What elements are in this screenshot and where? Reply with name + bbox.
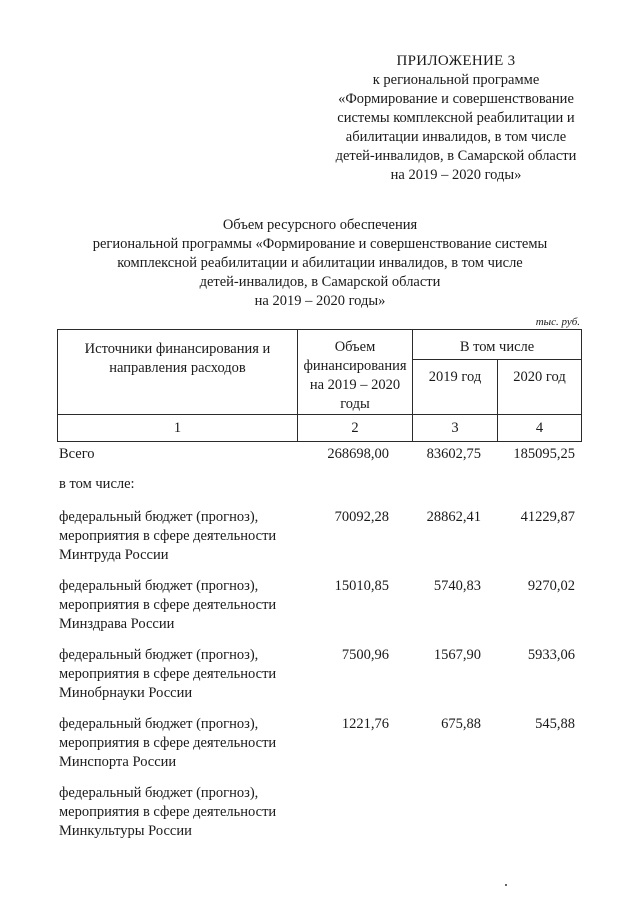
row-total [297, 784, 389, 841]
row-2020: 185095,25 [513, 446, 575, 462]
row-total: 15010,85 [334, 578, 389, 594]
row-source: федеральный бюджет (прогноз), мероприятия в сфере деятельности Минобрнауки России [59, 647, 277, 701]
column-number: 4 [498, 415, 582, 442]
heading-line: региональной программы «Формирование и совершенствование системы [92, 236, 548, 252]
row-2019 [389, 784, 481, 841]
row-2020 [481, 784, 575, 841]
header-source: Источники финансирования и направления расходов [58, 330, 298, 415]
document-heading [70, 216, 570, 311]
row-2019: 28862,41 [426, 509, 481, 525]
appendix-line: абилитации инвалидов, в том числе [345, 129, 567, 145]
funding-table-body [57, 445, 581, 853]
row-2020: 9270,02 [527, 578, 575, 594]
row-2020: 545,88 [535, 716, 575, 732]
heading-line: на 2019 – 2020 годы» [254, 293, 386, 309]
row-2019: 83602,75 [426, 446, 481, 462]
table-row [57, 475, 581, 494]
row-total [297, 475, 389, 494]
column-number: 1 [58, 415, 298, 442]
row-2019 [389, 475, 481, 494]
table-row [57, 445, 581, 464]
row-source: федеральный бюджет (прогноз), мероприятия в сфере деятельности Минспорта России [59, 716, 277, 770]
row-total: 7500,96 [341, 647, 389, 663]
header-year-2019: 2019 год [413, 359, 498, 414]
heading-line: комплексной реабилитации и абилитации инвалидов, в том числе [117, 255, 523, 271]
column-number: 2 [298, 415, 413, 442]
row-source: федеральный бюджет (прогноз), мероприятия в сфере деятельности Минтруда России [59, 509, 277, 563]
appendix-title: ПРИЛОЖЕНИЕ 3 [396, 53, 516, 69]
row-total: 70092,28 [334, 509, 389, 525]
row-2020 [481, 475, 575, 494]
appendix-block [318, 52, 594, 185]
appendix-line: системы комплексной реабилитации и [337, 110, 575, 126]
units-label: тыс. руб. [535, 316, 580, 328]
row-total: 268698,00 [327, 446, 389, 462]
row-total: 1221,76 [341, 716, 389, 732]
row-source: федеральный бюджет (прогноз), мероприятия в сфере деятельности Минкультуры России [59, 785, 277, 839]
header-year-2020: 2020 год [498, 359, 582, 414]
appendix-line: на 2019 – 2020 годы» [390, 167, 522, 183]
table-row [57, 508, 581, 565]
row-2019: 5740,83 [433, 578, 481, 594]
scan-speck [505, 884, 507, 886]
funding-table-header [57, 329, 582, 442]
row-2020: 5933,06 [527, 647, 575, 663]
row-2020: 41229,87 [520, 509, 575, 525]
row-2019: 675,88 [441, 716, 481, 732]
row-source: Всего [59, 446, 95, 462]
table-row [57, 646, 581, 703]
row-2019: 1567,90 [433, 647, 481, 663]
table-row [57, 577, 581, 634]
appendix-line: детей-инвалидов, в Самарской области [335, 148, 577, 164]
appendix-line: к региональной программе [372, 72, 540, 88]
row-source: в том числе: [59, 476, 135, 492]
table-row [57, 784, 581, 841]
appendix-line: «Формирование и совершенствование [338, 91, 574, 107]
heading-line: детей-инвалидов, в Самарской области [199, 274, 441, 290]
heading-line: Объем ресурсного обеспечения [222, 217, 418, 233]
column-number: 3 [413, 415, 498, 442]
row-source: федеральный бюджет (прогноз), мероприятия в сфере деятельности Минздрава России [59, 578, 277, 632]
header-including: В том числе [413, 330, 582, 360]
table-row [57, 715, 581, 772]
header-volume: Объем финансирования на 2019 – 2020 годы [298, 330, 413, 415]
